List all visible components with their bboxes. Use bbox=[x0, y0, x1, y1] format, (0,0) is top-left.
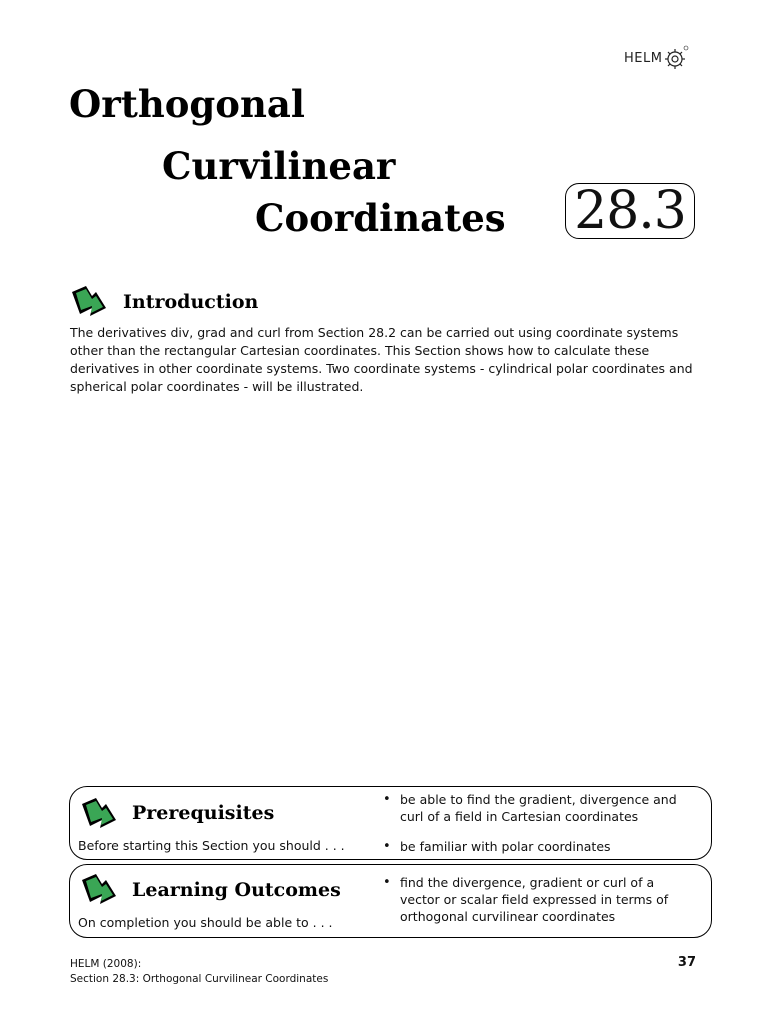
section-number-badge: 28.3 bbox=[565, 183, 695, 239]
title-line-1: Orthogonal bbox=[69, 82, 305, 126]
learning-outcomes-list bbox=[383, 874, 683, 925]
list-item: • be able to find the gradient, divergence and curl of a field in Cartesian coordinates bbox=[383, 791, 693, 825]
introduction-heading: Introduction bbox=[123, 291, 259, 313]
list-item: • find the divergence, gradient or curl of a vector or scalar field expressed in terms of orthogonal curvilinear coordinates bbox=[383, 874, 683, 925]
arrow-icon bbox=[80, 872, 118, 906]
introduction-text: The derivatives div, grad and curl from Section 28.2 can be carried out using coordinate systems other than the rectangular Cartesian coordinates. This Section shows how to calculate these derivatives in other coordinate systems. Two coordinate systems - cylindrical polar coordinates and spherical polar coordinates - will be illustrated. bbox=[70, 325, 693, 394]
title-line-2: Curvilinear bbox=[162, 144, 396, 188]
footer-line-2: Section 28.3: Orthogonal Curvilinear Coordinates bbox=[70, 973, 329, 985]
gear-icon bbox=[663, 45, 689, 71]
prerequisites-subtext: Before starting this Section you should . . . bbox=[78, 838, 345, 853]
helm-logo bbox=[624, 44, 689, 72]
learning-outcomes-subtext: On completion you should be able to . . . bbox=[78, 915, 333, 930]
learning-outcomes-heading: Learning Outcomes bbox=[132, 879, 341, 901]
footer bbox=[70, 957, 328, 987]
prerequisites-list bbox=[383, 791, 693, 855]
title-line-3: Coordinates bbox=[255, 196, 506, 240]
helm-logo-text: HELM bbox=[624, 50, 663, 66]
footer-line-1: HELM (2008): bbox=[70, 958, 142, 970]
list-item: • be familiar with polar coordinates bbox=[383, 838, 693, 855]
arrow-icon bbox=[70, 284, 108, 318]
arrow-icon bbox=[80, 796, 118, 830]
page-number: 37 bbox=[677, 955, 696, 970]
prerequisites-heading: Prerequisites bbox=[132, 802, 275, 824]
